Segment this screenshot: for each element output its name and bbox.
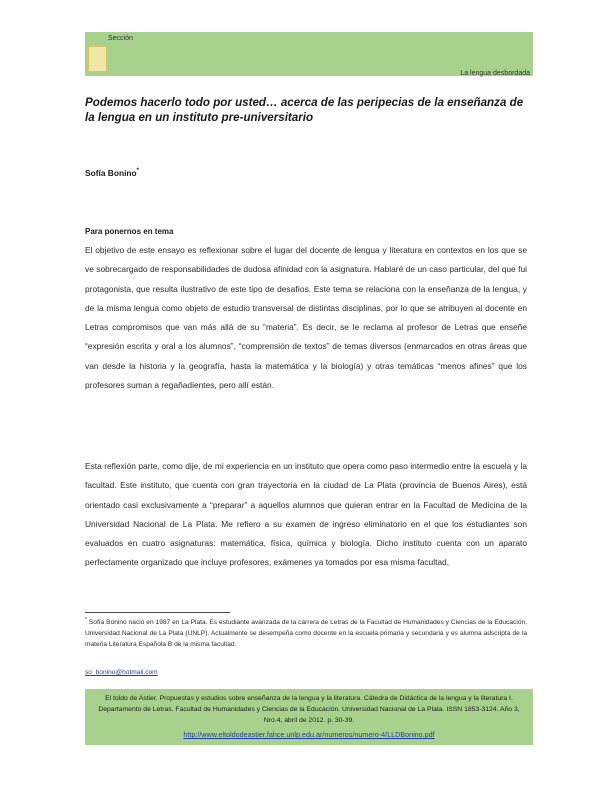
- body-paragraph-1: El objetivo de este ensayo es reflexionar sobre el lugar del docente de lengua y literatura en contextos en los que se ve sobrecargado de responsabilidades de dudosa afinidad con la asignatura. Hablaré de un caso particular, del que fui protagonista, que resulta ilustrativo de este tipo de desafíos. Este tema se relaciona con la enseñanza de la lengua, y de la misma lengua como objeto de estudio transversal de distintas disciplinas, por lo que se atribuyen al docente en Letras compromisos que van más allá de su “materia”. Es decir, se le reclama al profesor de Letras que enseñe “expresión escrita y oral a los alumnos”, “comprensión de textos” de temas diversos (enmarcados en otras áreas que van desde la historia y la geografía, hasta la matemática y la biología) y otras temáticas “menos afines” que los profesores suman a regañadientes, pero allí están.: [85, 245, 527, 391]
- footnote-marker: *: [85, 617, 87, 623]
- body-paragraph-2: Esta reflexión parte, como dije, de mi experiencia en un instituto que opera como paso intermedio entre la escuela y la facultad. Este instituto, que cuenta con gran trayectoria en la ciudad de La Plata (provincia de Buenos Aires), está orientado casi exclusivamente a “preparar” a aquellos alumnos que quieran entrar en la Facultad de Medicina de la Universidad Nacional de La Plata. Me refiero a su examen de ingreso eliminatorio en el que los estudiantes son evaluados en cuatro asignaturas: matemática, física, química y biología. Dicho instituto cuenta con un aparato perfectamente organizado que incluye profesores, exámenes ya tomados por esa misma facultad,: [85, 461, 527, 568]
- section-label: Sección: [108, 35, 133, 42]
- section-name: La lengua desbordada: [460, 70, 530, 77]
- footer-citation: El toldo de Astier. Propuestas y estudios sobre enseñanza de la lengua y la literatura. Cátedra de Didáctica de la lengua y la literatura I. Departamento de Letras. Facultad de Humanidades y Ciencias de la Educación. Universidad Nacional de La Plata. ISSN 1853-3124. Año 3, Nro.4, abril de 2012. p. 30-39.: [98, 695, 520, 724]
- article-title: Podemos hacerlo todo por usted… acerca de las peripecias de la enseñanza de la lengua en un instituto pre-universitario: [85, 96, 524, 124]
- author-line: [85, 168, 139, 178]
- section-heading: Para ponernos en tema: [85, 227, 174, 236]
- footnote-divider: [85, 612, 230, 613]
- author-email-link[interactable]: so_bonino@hotmail.com: [85, 669, 158, 676]
- journal-logo: [88, 46, 107, 72]
- author-footnote-marker[interactable]: *: [136, 168, 139, 175]
- footnote-text: Sofía Bonino nació en 1987 en La Plata. Es estudiante avanzada de la carrera de Letras de la Facultad de Humanidades y Ciencias de la Educación, Universidad Nacional de La Plata (UNLP). Actualmente se desempeña como docente en la escuela primaria y secundaria y es alumna adscripta de la materia Literatura Española B de la misma facultad.: [85, 619, 527, 648]
- footnote: [85, 615, 527, 651]
- author-name: Sofía Bonino: [85, 168, 137, 178]
- article-url-link[interactable]: http://www.eltoldodeastier.fahce.unlp.edu.ar/numeros/numero-4/LLDBonino.pdf: [183, 730, 435, 739]
